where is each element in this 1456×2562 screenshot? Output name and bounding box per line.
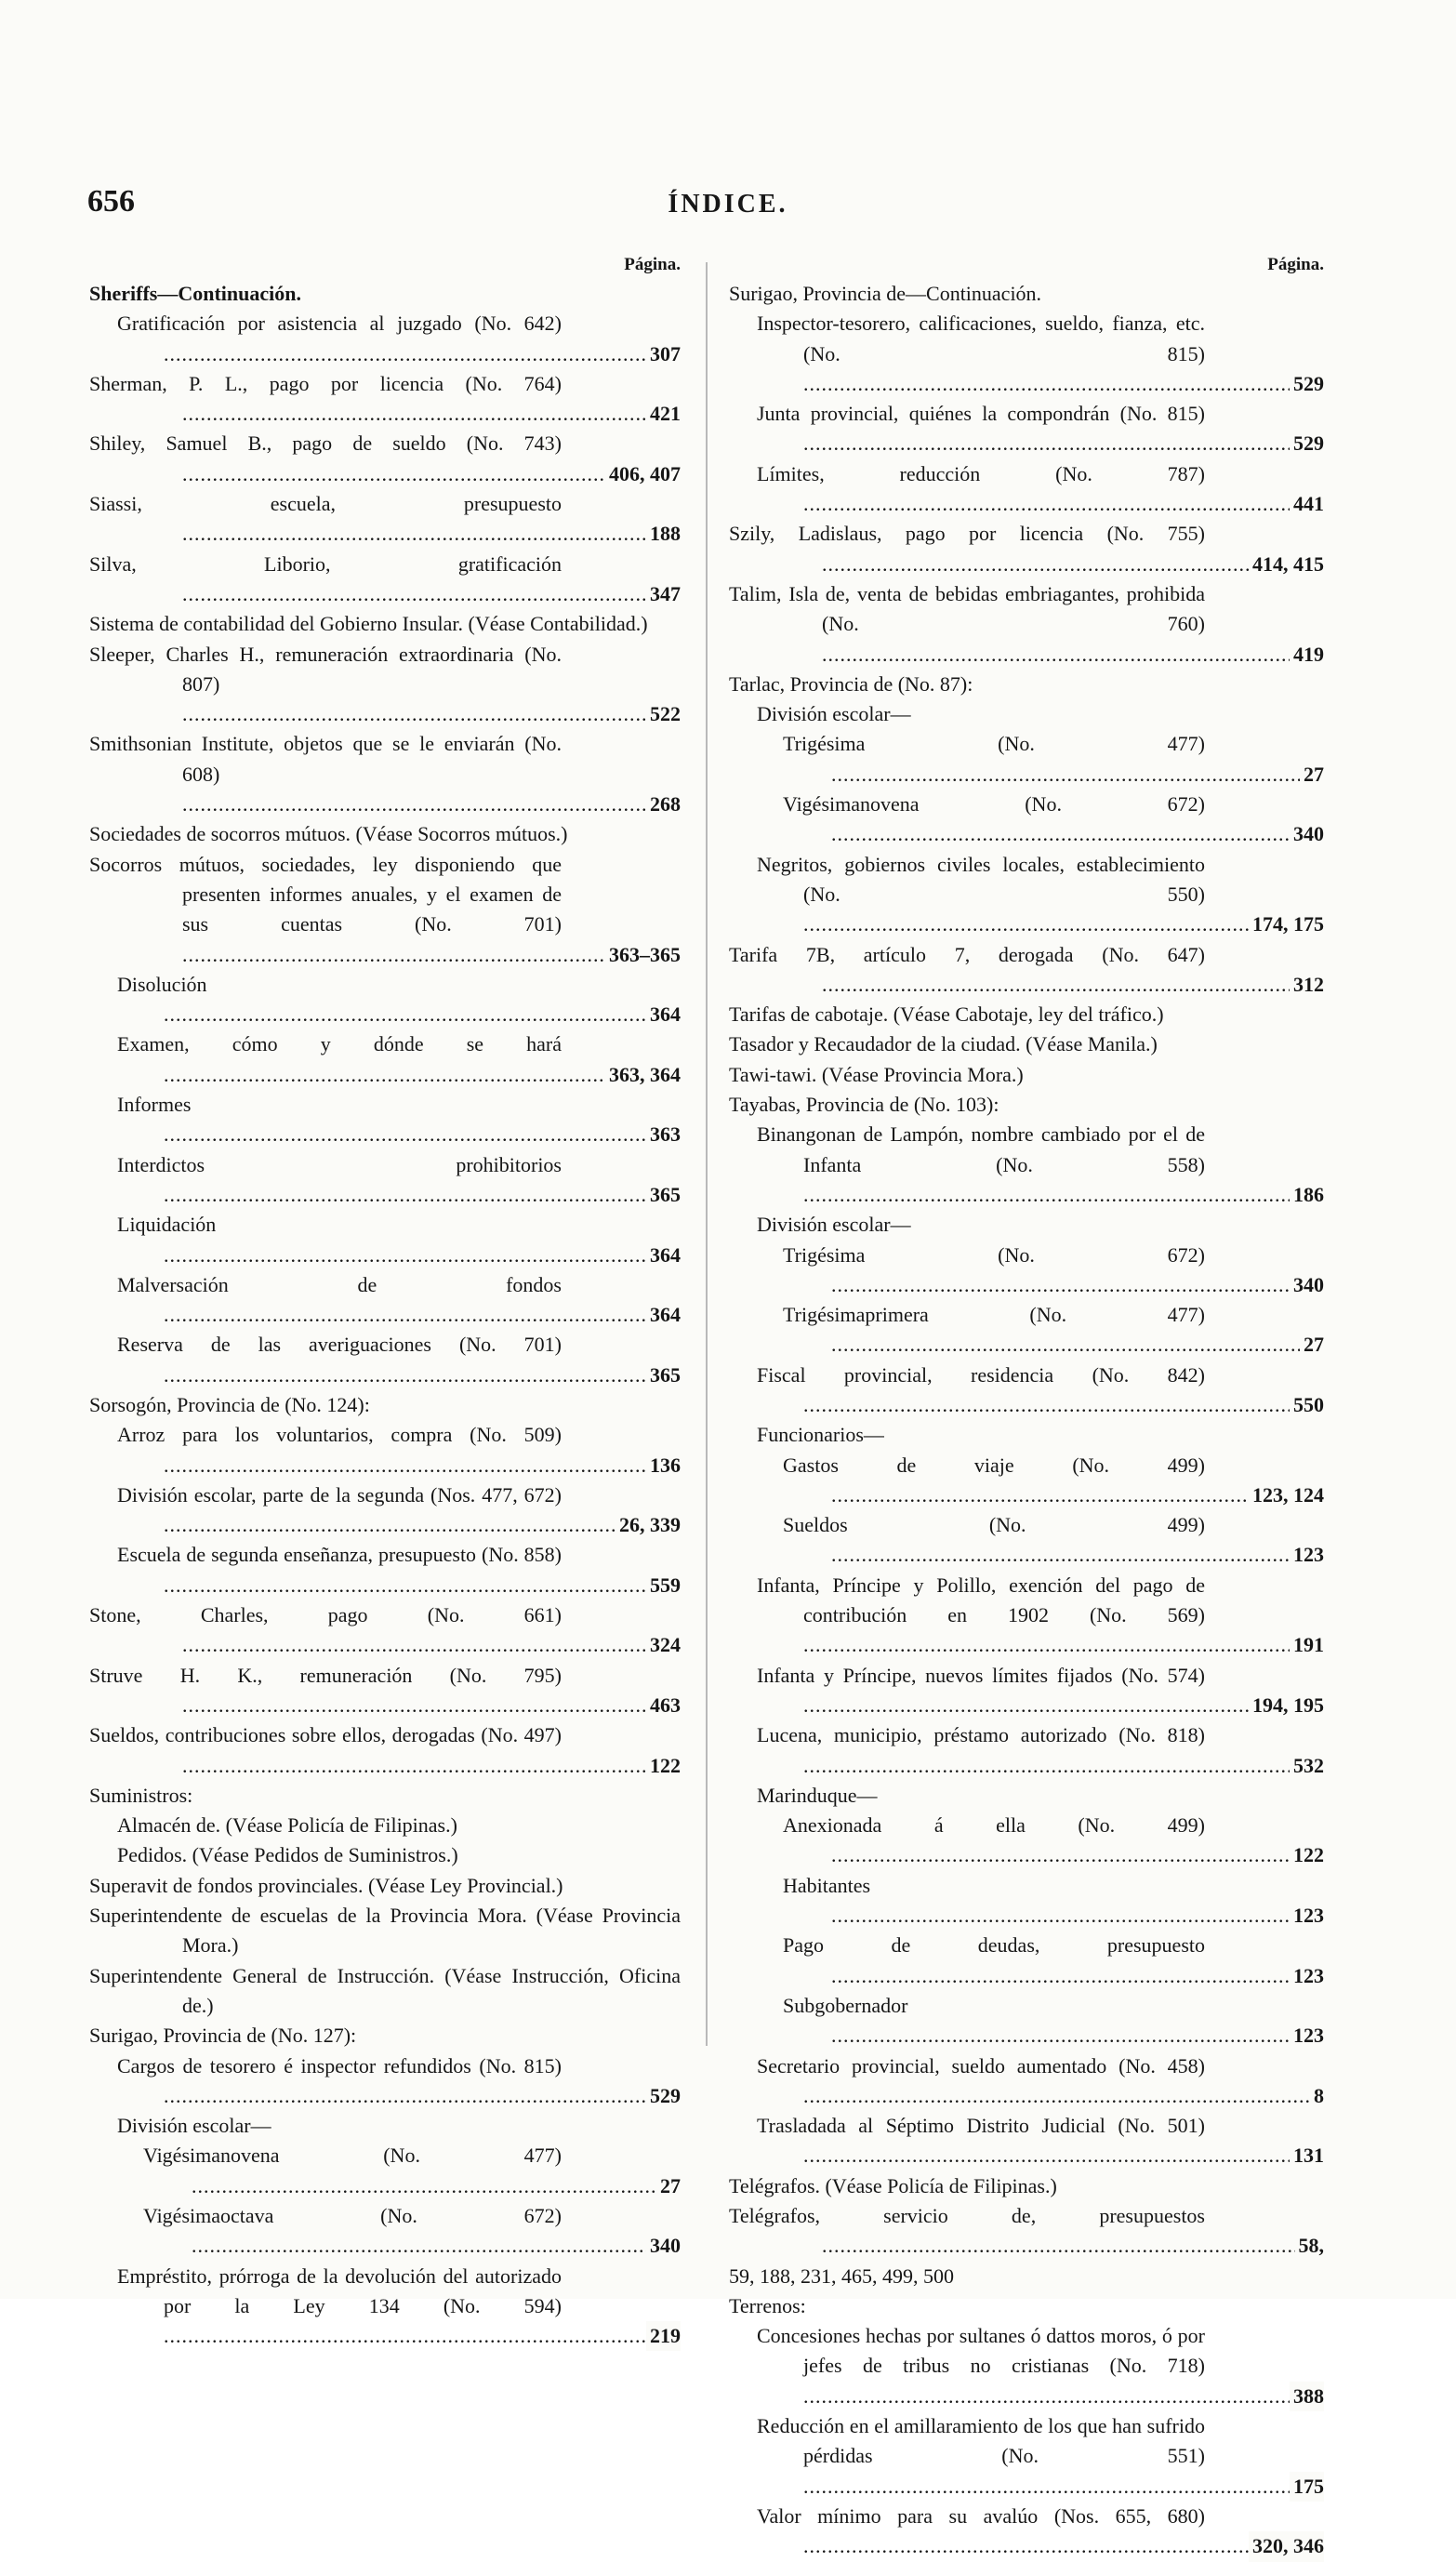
index-entry (729, 1090, 1324, 1120)
index-entry (729, 1060, 1324, 1090)
index-entry (89, 1901, 681, 1961)
index-entry-text: Sueldos (No. 499) ..... (729, 1510, 1324, 1571)
index-entry (729, 2171, 1324, 2201)
index-entry (89, 1029, 681, 1090)
index-entry-text: Funcionarios— (757, 1423, 884, 1447)
index-entry-page: 340 (1290, 819, 1324, 849)
index-entry (729, 790, 1324, 850)
index-entry-page: 27 (1300, 760, 1324, 790)
index-entry (729, 1991, 1324, 2051)
index-entry-text: Sociedades de socorros mútuos. (Véase Socorros mútuos.) (89, 822, 568, 846)
index-entry-text: Secretario provincial, sueldo aumentado (No. 458) ..... (729, 2051, 1324, 2112)
index-entry-text: Surigao, Provincia de—Continuación. (729, 282, 1042, 305)
index-entry (89, 850, 681, 970)
index-entry-text: Superintendente General de Instrucción. (Véase Instrucción, Oficina de.) (89, 1963, 681, 2017)
index-entry-text: Binangonan de Lampón, nombre cambiado por el de Infanta (No. 558) ..... (729, 1120, 1324, 1210)
index-entry-page: 123 (1290, 1901, 1324, 1931)
index-entry (89, 429, 681, 489)
index-entry-text: Surigao, Provincia de (No. 127): (89, 2024, 357, 2048)
index-entry-text: Vigésimaoctava (No. 672) ..... (89, 2201, 681, 2262)
index-entry (729, 2411, 1324, 2502)
index-entry (89, 1720, 681, 1781)
index-entry (729, 1210, 1324, 1240)
index-entry-text: Examen, cómo y dónde se hará ..... (89, 1029, 681, 1090)
index-entry-page: 175 (1290, 2472, 1324, 2502)
index-entry (89, 1420, 681, 1480)
index-entry-text: Trigésima (No. 672) ..... (729, 1241, 1324, 1301)
right-pagina-label: Página. (1267, 255, 1324, 274)
index-entry-page: 559 (646, 1571, 681, 1600)
index-entry (729, 1420, 1324, 1450)
index-entry-text: Sherman, P. L., pago por licencia (No. 764) ..... (89, 369, 681, 430)
index-entry-text: Reducción en el amillaramiento de los que han sufrido pérdidas (No. 551) ..... (729, 2411, 1324, 2502)
index-entry-page: 27 (1300, 1330, 1324, 1360)
index-entry-page: 388 (1290, 2382, 1324, 2411)
index-entry-text: Vigésimanovena (No. 672) ..... (729, 790, 1324, 850)
index-entry-text: Fiscal provincial, residencia (No. 842) ..... (729, 1361, 1324, 1421)
index-entry-text: Sorsogón, Provincia de (No. 124): (89, 1392, 370, 1416)
index-entry-text: Anexionada á ella (No. 499) ..... (729, 1811, 1324, 1871)
index-entry-text: Subgobernador ..... (729, 1991, 1324, 2051)
index-entry-page: 186 (1290, 1180, 1324, 1210)
index-entry-page: 219 (646, 2321, 681, 2351)
index-entry-text: División escolar— (117, 2114, 271, 2138)
index-entry (89, 1480, 681, 1541)
index-entry-page: 532 (1290, 1751, 1324, 1781)
index-entry (729, 1661, 1324, 1721)
index-entry (729, 2051, 1324, 2112)
index-entry-text: Sheriffs—Continuación. (89, 282, 301, 305)
index-entry-text: Gastos de viaje (No. 499) ..... (729, 1451, 1324, 1511)
index-entry (729, 1931, 1324, 1991)
index-entry (89, 640, 681, 730)
index-entry-text: Pedidos. (Véase Pedidos de Suministros.) (117, 1843, 458, 1867)
index-entry-text: Cargos de tesorero é inspector refundidos (No. 815) ..... (89, 2051, 681, 2112)
index-entry-page: 26, 339 (615, 1510, 681, 1540)
index-entry-text: Socorros mútuos, sociedades, ley disponiendo que presenten informes anuales, y el examen de sus cuentas (No. 701) ..... (89, 850, 681, 970)
index-entry-text: 59, 188, 231, 465, 499, 500 (729, 2263, 954, 2288)
index-entry (729, 2111, 1324, 2171)
left-entries (89, 279, 681, 2351)
index-entry-text: Tasador y Recaudador de la ciudad. (Véase Manila.) (729, 1032, 1158, 1056)
index-entry-text: Marinduque— (757, 1783, 878, 1807)
index-entry-page: 131 (1290, 2141, 1324, 2170)
index-entry-page: 419 (1290, 640, 1324, 670)
index-entry-page: 312 (1290, 970, 1324, 1000)
index-entry-text: Infanta, Príncipe y Polillo, exención del pago de contribución en 1902 (No. 569) ..... (729, 1571, 1324, 1661)
index-entry (89, 1210, 681, 1270)
index-entry-text: Telégrafos, servicio de, presupuestos ..... (729, 2201, 1324, 2262)
index-entry (89, 1600, 681, 1661)
index-entry (729, 1720, 1324, 1781)
index-entry-text: Reserva de las averiguaciones (No. 701) ..... (89, 1330, 681, 1390)
index-entry (89, 369, 681, 430)
index-entry-text: Struve H. K., remuneración (No. 795) ..... (89, 1661, 681, 1721)
index-entry-text: Silva, Liborio, gratificación ..... (89, 550, 681, 610)
index-entry (89, 2021, 681, 2051)
index-entry (89, 1871, 681, 1901)
index-entry (729, 1120, 1324, 1210)
index-entry (89, 1811, 681, 1840)
index-entry-text: Valor mínimo para su avalúo (Nos. 655, 680) ..... (729, 2502, 1324, 2562)
index-entry-text: Szily, Ladislaus, pago por licencia (No. 755) ..... (729, 519, 1324, 579)
index-entry-text: Telégrafos. (Véase Policía de Filipinas.) (729, 2173, 1057, 2197)
index-entry-text: Negritos, gobiernos civiles locales, establecimiento (No. 550) ..... (729, 850, 1324, 940)
index-entry-page: 421 (646, 399, 681, 429)
index-entry-page: 529 (1290, 429, 1324, 458)
index-entry-page: 522 (646, 699, 681, 729)
index-entry-page: 123, 124 (1249, 1480, 1324, 1510)
right-entries (729, 279, 1324, 2562)
index-entry-text: Tayabas, Provincia de (No. 103): (729, 1093, 999, 1117)
index-entry (89, 1330, 681, 1390)
index-entry (729, 309, 1324, 399)
index-entry-text: Tawi-tawi. (Véase Provincia Mora.) (729, 1062, 1024, 1086)
index-entry-text: Vigésimanovena (No. 477) ..... (89, 2141, 681, 2201)
left-pagina-label: Página. (624, 255, 681, 274)
index-entry-text: Tarlac, Provincia de (No. 87): (729, 671, 973, 696)
index-entry-page: 365 (646, 1361, 681, 1390)
index-entry (729, 459, 1324, 520)
index-entry-text: Habitantes ..... (729, 1871, 1324, 1931)
index-entry-text: Superintendente de escuelas de la Provincia Mora. (Véase Provincia Mora.) (89, 1904, 681, 1958)
index-entry (729, 2502, 1324, 2562)
index-entry (89, 729, 681, 819)
column-divider (706, 262, 708, 2046)
index-entry-page: 364 (646, 1241, 681, 1270)
right-column (729, 251, 1324, 2562)
index-entry-page: 414, 415 (1249, 550, 1324, 579)
index-entry (729, 1300, 1324, 1361)
index-entry-page: 340 (1290, 1270, 1324, 1300)
index-entry (89, 279, 681, 309)
index-entry (729, 519, 1324, 579)
index-entry-text: Sistema de contabilidad del Gobierno Insular. (Véase Contabilidad.) (89, 612, 648, 636)
index-entry-text: Disolución ..... (89, 970, 681, 1030)
index-entry-page: 324 (646, 1630, 681, 1660)
index-entry-page: 363–365 (605, 940, 681, 970)
index-entry-text: Empréstito, prórroga de la devolución del autorizado por la Ley 134 (No. 594) ..... (89, 2262, 681, 2352)
index-entry (729, 2262, 1324, 2291)
index-entry (89, 2201, 681, 2262)
index-entry-page: 529 (1290, 369, 1324, 399)
index-entry-text: Suministros: (89, 1783, 193, 1807)
index-entry-page: 123 (1290, 1961, 1324, 1991)
index-entry-text: Límites, reducción (No. 787) ..... (729, 459, 1324, 520)
index-entry-text: Siassi, escuela, presupuesto ..... (89, 489, 681, 550)
index-entry-text: Superavit de fondos provinciales. (Véase Ley Provincial.) (89, 1873, 563, 1897)
index-entry-page: 363, 364 (605, 1060, 681, 1090)
index-entry (729, 1781, 1324, 1811)
index-entry (729, 699, 1324, 729)
index-entry (89, 1090, 681, 1150)
index-entry-page: 123 (1290, 2021, 1324, 2051)
index-entry (89, 1781, 681, 1811)
index-entry (89, 1390, 681, 1420)
index-entry (729, 1361, 1324, 1421)
index-entry-page: 406, 407 (605, 459, 681, 489)
index-entry-text: Trasladada al Séptimo Distrito Judicial (No. 501) ..... (729, 2111, 1324, 2171)
index-entry-text: Liquidación ..... (89, 1210, 681, 1270)
index-entry (729, 940, 1324, 1001)
index-entry-page: 58, (1295, 2231, 1325, 2261)
index-entry-text: Informes ..... (89, 1090, 681, 1150)
page-title: ÍNDICE. (668, 190, 788, 219)
index-entry-text: Concesiones hechas por sultanes ó dattos moros, ó por jefes de tribus no cristianas (No. 718) ..... (729, 2321, 1324, 2411)
index-entry-text: Smithsonian Institute, objetos que se le enviarán (No. 608) ..... (89, 729, 681, 819)
index-entry (89, 970, 681, 1030)
index-entry (729, 1029, 1324, 1059)
index-entry-text: Talim, Isla de, venta de bebidas embriagantes, prohibida (No. 760) ..... (729, 579, 1324, 670)
index-entry (89, 2111, 681, 2141)
index-entry-page: 122 (1290, 1840, 1324, 1870)
index-entry-text: División escolar— (757, 702, 911, 726)
index-entry-page: 364 (646, 1000, 681, 1029)
index-entry-text: Tarifas de cabotaje. (Véase Cabotaje, ley del tráfico.) (729, 1002, 1164, 1027)
index-entry-page: 27 (656, 2171, 681, 2201)
page-number: 656 (87, 184, 135, 219)
index-entry (89, 2051, 681, 2112)
index-entry (729, 2201, 1324, 2262)
index-entry-text: Escuela de segunda enseñanza, presupuesto (No. 858) ..... (89, 1540, 681, 1600)
index-entry-page: 174, 175 (1249, 909, 1324, 939)
index-entry (729, 579, 1324, 670)
index-entry-page: 441 (1290, 489, 1324, 519)
index-entry (89, 1540, 681, 1600)
index-entry (89, 1961, 681, 2022)
index-entry-text: Lucena, municipio, préstamo autorizado (No. 818) ..... (729, 1720, 1324, 1781)
index-entry-page: 550 (1290, 1390, 1324, 1420)
index-entry-page: 529 (646, 2081, 681, 2111)
index-entry-page: 194, 195 (1249, 1691, 1324, 1720)
index-entry-text: División escolar, parte de la segunda (Nos. 477, 672) ..... (89, 1480, 681, 1541)
index-entry-text: Inspector-tesorero, calificaciones, sueldo, fianza, etc. (No. 815) ..... (729, 309, 1324, 399)
index-entry-text: Malversación de fondos ..... (89, 1270, 681, 1331)
index-entry (89, 2262, 681, 2352)
index-entry-text: Trigésimaprimera (No. 477) ..... (729, 1300, 1324, 1361)
index-entry (89, 1840, 681, 1870)
index-entry-page: 347 (646, 579, 681, 609)
index-entry-page: 122 (646, 1751, 681, 1781)
index-entry-page: 365 (646, 1180, 681, 1210)
index-entry-text: Sueldos, contribuciones sobre ellos, derogadas (No. 497) ..... (89, 1720, 681, 1781)
index-entry-text: Gratificación por asistencia al juzgado (No. 642) ..... (89, 309, 681, 369)
index-entry (729, 279, 1324, 309)
index-entry-text: Pago de deudas, presupuesto ..... (729, 1931, 1324, 1991)
index-entry-page: 307 (646, 339, 681, 369)
index-entry (729, 399, 1324, 459)
index-entry (729, 1000, 1324, 1029)
index-entry (729, 2321, 1324, 2411)
index-entry (89, 1150, 681, 1211)
index-entry (89, 609, 681, 639)
index-entry-text: Trigésima (No. 477) ..... (729, 729, 1324, 790)
left-column (89, 251, 681, 2351)
index-entry-text: Sleeper, Charles H., remuneración extraordinaria (No. 807) ..... (89, 640, 681, 730)
index-entry-text: Terrenos: (729, 2293, 806, 2317)
index-entry-page: 363 (646, 1120, 681, 1149)
index-entry-text: Infanta y Príncipe, nuevos límites fijados (No. 574) ..... (729, 1661, 1324, 1721)
index-entry (89, 2141, 681, 2201)
index-entry (89, 1270, 681, 1331)
index-entry-page: 188 (646, 519, 681, 549)
index-entry-page: 340 (646, 2231, 681, 2261)
index-entry (729, 1451, 1324, 1511)
index-entry-page: 136 (646, 1451, 681, 1480)
index-entry (89, 489, 681, 550)
index-entry (729, 850, 1324, 940)
index-entry (89, 1661, 681, 1721)
index-entry-text: Arroz para los voluntarios, compra (No. 509) ..... (89, 1420, 681, 1480)
index-entry-text: Shiley, Samuel B., pago de sueldo (No. 743) ..... (89, 429, 681, 489)
index-entry-page: 320, 346 (1249, 2531, 1324, 2561)
index-entry-page: 123 (1290, 1540, 1324, 1570)
index-entry (729, 1571, 1324, 1661)
index-entry-text: Tarifa 7B, artículo 7, derogada (No. 647) ..... (729, 940, 1324, 1001)
index-entry (729, 1510, 1324, 1571)
index-entry-page: 8 (1310, 2081, 1324, 2111)
index-entry (729, 2291, 1324, 2321)
index-entry-page: 268 (646, 790, 681, 819)
index-entry (89, 550, 681, 610)
index-entry-page: 364 (646, 1300, 681, 1330)
index-entry (89, 309, 681, 369)
index-entry (729, 670, 1324, 699)
index-entry (729, 729, 1324, 790)
index-entry (729, 1871, 1324, 1931)
index-entry (89, 819, 681, 849)
index-entry-text: División escolar— (757, 1213, 911, 1237)
index-entry (729, 1241, 1324, 1301)
index-entry-page: 463 (646, 1691, 681, 1720)
index-entry-page: 191 (1290, 1630, 1324, 1660)
index-entry-text: Almacén de. (Véase Policía de Filipinas.) (117, 1813, 457, 1838)
index-entry-text: Stone, Charles, pago (No. 661) ..... (89, 1600, 681, 1661)
index-entry-text: Interdictos prohibitorios ..... (89, 1150, 681, 1211)
index-entry-text: Junta provincial, quiénes la compondrán (No. 815) ..... (729, 399, 1324, 459)
index-entry (729, 1811, 1324, 1871)
